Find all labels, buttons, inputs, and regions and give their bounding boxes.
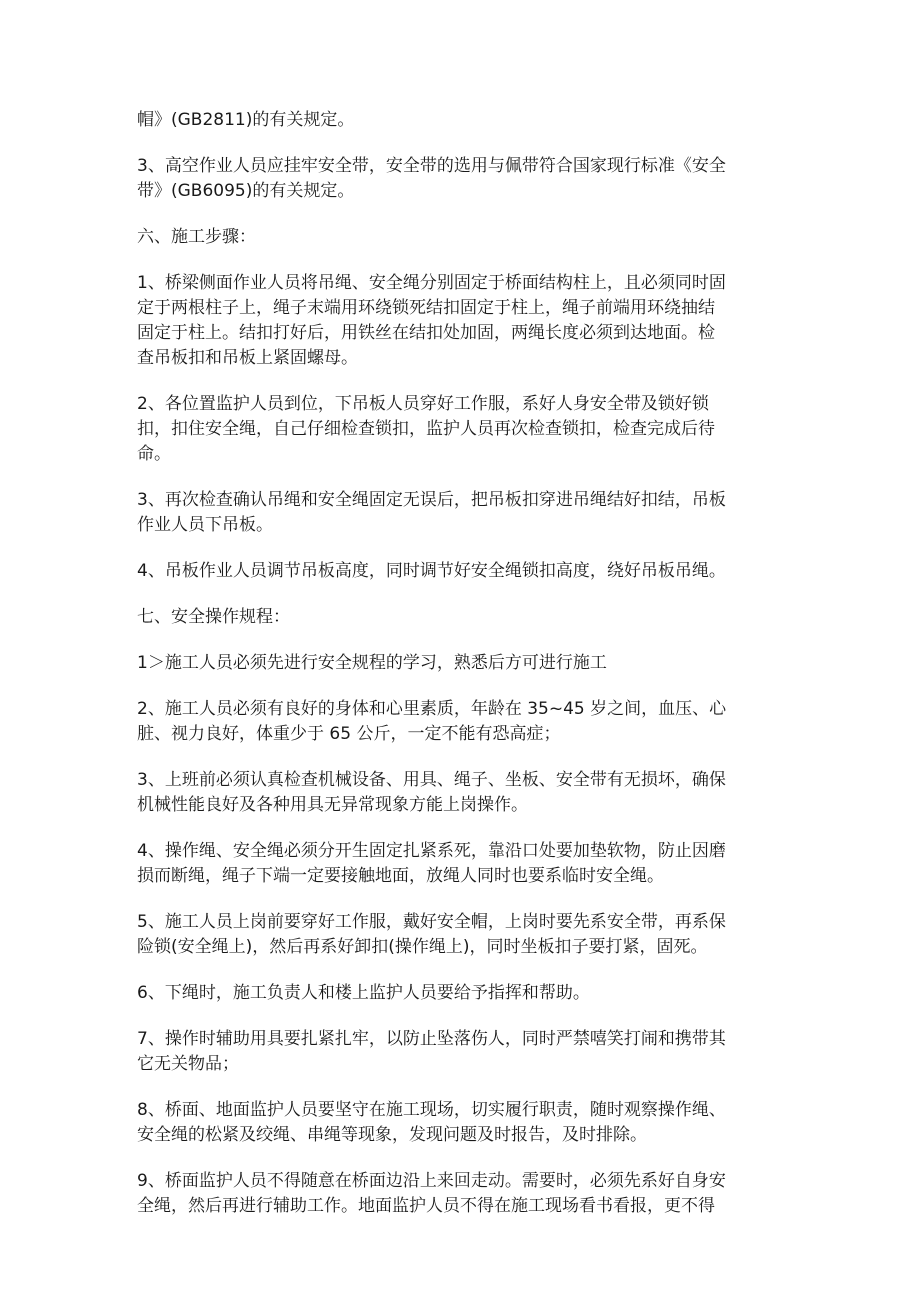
text-line: 4、吊板作业人员调节吊板高度，同时调节好安全绳锁扣高度，绕好吊板吊绳。	[137, 561, 726, 581]
text-line: 命。	[137, 444, 171, 464]
paragraph	[137, 910, 779, 960]
paragraph	[137, 559, 779, 584]
paragraph	[137, 392, 779, 467]
text-line: 机械性能良好及各种用具无异常现象方能上岗操作。	[137, 795, 528, 815]
text-line: 作业人员下吊板。	[137, 515, 273, 535]
text-line: 七、安全操作规程：	[137, 607, 290, 627]
text-line: 帽》(GB2811)的有关规定。	[137, 110, 355, 130]
text-line: 6、下绳时，施工负责人和楼上监护人员要给予指挥和帮助。	[137, 983, 590, 1003]
paragraph	[137, 271, 779, 371]
text-line: 3、再次检查确认吊绳和安全绳固定无误后，把吊板扣穿进吊绳结好扣结，吊板	[137, 490, 726, 510]
paragraph	[137, 697, 779, 747]
text-line: 3、高空作业人员应挂牢安全带，安全带的选用与佩带符合国家现行标准《安全	[137, 156, 726, 176]
text-line: 2、各位置监护人员到位，下吊板人员穿好工作服，系好人身安全带及锁好锁	[137, 394, 709, 414]
paragraph	[137, 1098, 779, 1148]
text-line: 1、桥梁侧面作业人员将吊绳、安全绳分别固定于桥面结构柱上，且必须同时固	[137, 273, 726, 293]
text-line: 4、操作绳、安全绳必须分开生固定扎紧系死，靠沿口处要加垫软物，防止因磨	[137, 841, 726, 861]
text-line: 5、施工人员上岗前要穿好工作服，戴好安全帽，上岗时要先系安全带，再系保	[137, 912, 726, 932]
text-line: 查吊板扣和吊板上紧固螺母。	[137, 348, 358, 368]
document-page	[137, 108, 779, 1240]
text-line: 定于两根柱子上，绳子末端用环绕锁死结扣固定于柱上，绳子前端用环绕抽结	[137, 298, 715, 318]
text-line: 扣，扣住安全绳，自己仔细检查锁扣，监护人员再次检查锁扣，检查完成后待	[137, 419, 715, 439]
text-line: 3、上班前必须认真检查机械设备、用具、绳子、坐板、安全带有无损坏，确保	[137, 770, 726, 790]
paragraph	[137, 1169, 779, 1219]
text-line: 9、桥面监护人员不得随意在桥面边沿上来回走动。需要时，必须先系好自身安	[137, 1171, 726, 1191]
paragraph	[137, 154, 779, 204]
paragraph	[137, 651, 779, 676]
text-line: 六、施工步骤：	[137, 227, 256, 247]
text-line: 2、施工人员必须有良好的身体和心里素质，年龄在 35~45 岁之间，血压、心	[137, 699, 727, 719]
text-line: 脏、视力良好，体重少于 65 公斤，一定不能有恐高症；	[137, 724, 561, 744]
text-line: 1＞施工人员必须先进行安全规程的学习，熟悉后方可进行施工	[137, 653, 607, 673]
text-line: 损而断绳，绳子下端一定要接触地面，放绳人同时也要系临时安全绳。	[137, 866, 664, 886]
paragraph	[137, 981, 779, 1006]
paragraph	[137, 605, 779, 630]
paragraph	[137, 768, 779, 818]
paragraph	[137, 108, 779, 133]
text-line: 8、桥面、地面监护人员要坚守在施工现场，切实履行职责，随时观察操作绳、	[137, 1100, 726, 1120]
text-line: 险锁(安全绳上)，然后再系好卸扣(操作绳上)，同时坐板扣子要打紧，固死。	[137, 937, 708, 957]
text-line: 安全绳的松紧及绞绳、串绳等现象，发现问题及时报告，及时排除。	[137, 1125, 647, 1145]
paragraph	[137, 225, 779, 250]
text-line: 7、操作时辅助用具要扎紧扎牢，以防止坠落伤人，同时严禁嘻笑打闹和携带其	[137, 1029, 726, 1049]
text-line: 固定于柱上。结扣打好后，用铁丝在结扣处加固，两绳长度必须到达地面。检	[137, 323, 715, 343]
text-line: 带》(GB6095)的有关规定。	[137, 181, 355, 201]
text-line: 它无关物品；	[137, 1054, 239, 1074]
paragraph	[137, 839, 779, 889]
paragraph	[137, 1027, 779, 1077]
text-line: 全绳，然后再进行辅助工作。地面监护人员不得在施工现场看书看报，更不得	[137, 1196, 715, 1216]
paragraph	[137, 488, 779, 538]
